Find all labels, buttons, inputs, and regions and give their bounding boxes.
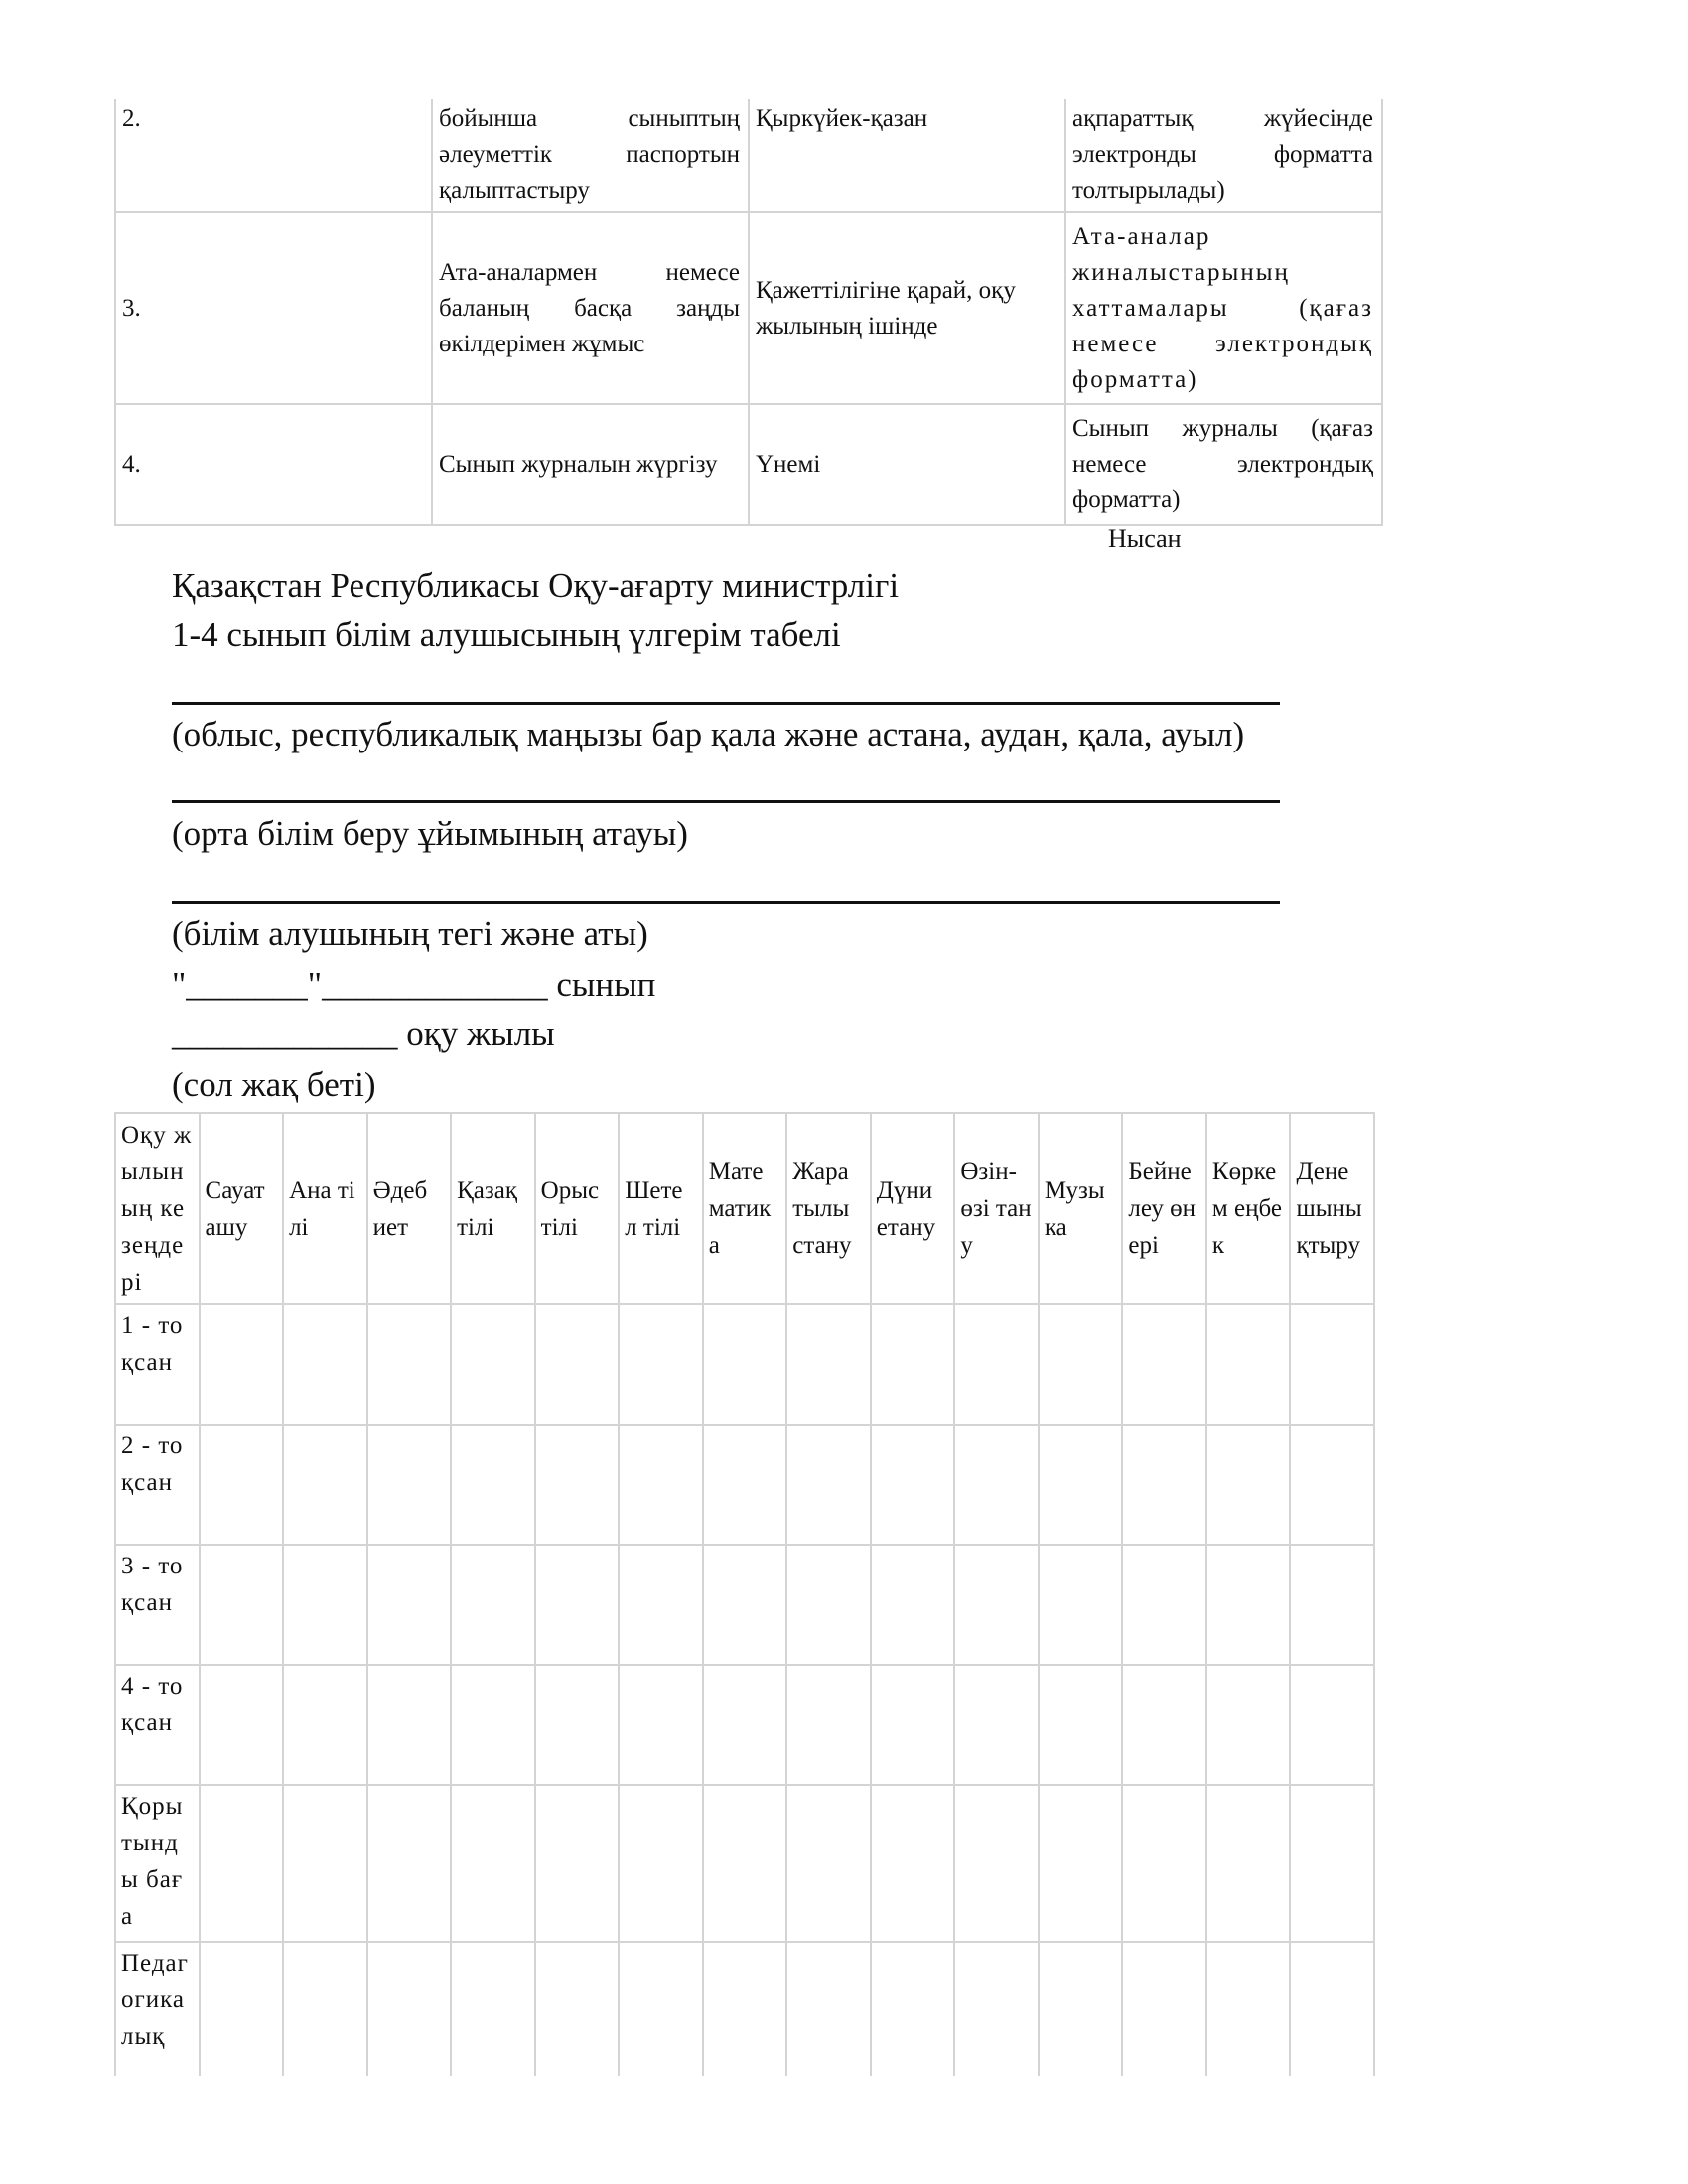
plan-row-task: бойынша сыныптың әлеуметтік паспортын қалыптастыру <box>432 99 749 212</box>
grade-cell[interactable] <box>367 1665 452 1785</box>
grade-cell[interactable] <box>1290 1785 1374 1942</box>
grade-cell[interactable] <box>1122 1545 1206 1665</box>
grade-cell[interactable] <box>786 1942 871 2076</box>
grade-cell[interactable] <box>786 1425 871 1545</box>
grade-row <box>115 1942 1374 2076</box>
grade-cell[interactable] <box>786 1304 871 1425</box>
grade-cell[interactable] <box>871 1942 955 2076</box>
grade-cell[interactable] <box>1122 1304 1206 1425</box>
grade-cell[interactable] <box>1290 1545 1374 1665</box>
grade-cell[interactable] <box>1122 1785 1206 1942</box>
grade-cell[interactable] <box>451 1785 535 1942</box>
student-caption: (білім алушының тегі және аты) <box>172 914 648 953</box>
grade-row <box>115 1304 1374 1425</box>
grade-cell[interactable] <box>703 1304 787 1425</box>
grade-cell[interactable] <box>1290 1425 1374 1545</box>
grade-cell[interactable] <box>283 1545 367 1665</box>
grade-cell[interactable] <box>451 1304 535 1425</box>
grade-cell[interactable] <box>619 1785 703 1942</box>
grade-cell[interactable] <box>200 1545 284 1665</box>
grade-row <box>115 1425 1374 1545</box>
grade-cell[interactable] <box>367 1942 452 2076</box>
grade-cell[interactable] <box>367 1304 452 1425</box>
region-caption: (облыс, республикалық маңызы бар қала және астана, аудан, қала, ауыл) <box>172 715 1245 753</box>
plan-row-task: Ата-аналармен немесе баланың басқа заңды өкілдерімен жұмыс <box>432 212 749 404</box>
grade-cell[interactable] <box>283 1665 367 1785</box>
plan-row-period: Үнемі <box>749 404 1065 525</box>
region-blank-line[interactable] <box>172 702 1280 705</box>
grade-cell[interactable] <box>200 1942 284 2076</box>
grade-cell[interactable] <box>619 1304 703 1425</box>
grade-cell[interactable] <box>786 1665 871 1785</box>
document-title: 1-4 сынып білім алушысының үлгерім табелі <box>172 615 841 654</box>
school-blank-line[interactable] <box>172 800 1280 803</box>
subject-header: Қазақ тілі <box>451 1113 535 1304</box>
grade-row <box>115 1545 1374 1665</box>
grade-cell[interactable] <box>703 1425 787 1545</box>
grade-cell[interactable] <box>703 1785 787 1942</box>
period-label: 3 - тоқсан <box>115 1545 200 1665</box>
plan-row-number: 4. <box>115 404 432 525</box>
subject-header: Дене шыны қтыру <box>1290 1113 1374 1304</box>
grade-cell[interactable] <box>1206 1545 1291 1665</box>
grade-cell[interactable] <box>1290 1665 1374 1785</box>
grade-cell[interactable] <box>535 1545 620 1665</box>
grade-cell[interactable] <box>871 1785 955 1942</box>
subject-header: Бейне леу өнері <box>1122 1113 1206 1304</box>
grade-table-body <box>115 1304 1374 2076</box>
grade-cell[interactable] <box>954 1425 1039 1545</box>
grade-cell[interactable] <box>871 1665 955 1785</box>
subject-header: Ана тілі <box>283 1113 367 1304</box>
period-label: Қорытынды баға <box>115 1785 200 1942</box>
plan-row-document: Сынып журналы (қағаз немесе электрондық форматта) <box>1065 404 1382 525</box>
plan-row-number: 2. <box>115 99 432 212</box>
grade-cell[interactable] <box>535 1665 620 1785</box>
grade-table <box>114 1112 1375 2076</box>
grade-cell[interactable] <box>367 1425 452 1545</box>
grade-cell[interactable] <box>619 1425 703 1545</box>
school-caption: (орта білім беру ұйымының атауы) <box>172 814 688 853</box>
plan-row <box>115 212 1382 404</box>
grade-cell[interactable] <box>535 1425 620 1545</box>
grade-cell[interactable] <box>200 1785 284 1942</box>
grade-cell[interactable] <box>954 1785 1039 1942</box>
grade-cell[interactable] <box>1206 1665 1291 1785</box>
grade-cell[interactable] <box>451 1665 535 1785</box>
plan-row-task: Сынып журналын жүргізу <box>432 404 749 525</box>
grade-cell[interactable] <box>786 1785 871 1942</box>
grade-cell[interactable] <box>451 1942 535 2076</box>
grade-cell[interactable] <box>954 1942 1039 2076</box>
grade-cell[interactable] <box>200 1425 284 1545</box>
grade-row <box>115 1665 1374 1785</box>
period-label: 4 - тоқсан <box>115 1665 200 1785</box>
form-label: Нысан <box>1108 524 1182 553</box>
subject-header: Көрке м еңбек <box>1206 1113 1291 1304</box>
plan-row-period: Қыркүйек-қазан <box>749 99 1065 212</box>
page-side-label: (сол жақ беті) <box>172 1065 376 1104</box>
grade-cell[interactable] <box>954 1665 1039 1785</box>
subject-header: Өзін- өзі тану <box>954 1113 1039 1304</box>
grade-cell[interactable] <box>871 1304 955 1425</box>
grade-cell[interactable] <box>1206 1425 1291 1545</box>
grade-cell[interactable] <box>283 1942 367 2076</box>
grade-cell[interactable] <box>703 1942 787 2076</box>
plan-table <box>114 99 1383 526</box>
grade-cell[interactable] <box>871 1545 955 1665</box>
grade-cell[interactable] <box>703 1665 787 1785</box>
period-label: Педагогика лық <box>115 1942 200 2076</box>
school-year-line[interactable]: _____________ оқу жылы <box>172 1015 555 1053</box>
period-label: 1 - тоқсан <box>115 1304 200 1425</box>
grade-cell[interactable] <box>367 1545 452 1665</box>
subject-header: Музы ка <box>1039 1113 1123 1304</box>
grade-cell[interactable] <box>619 1942 703 2076</box>
grade-cell[interactable] <box>1206 1304 1291 1425</box>
grade-cell[interactable] <box>619 1545 703 1665</box>
grade-cell[interactable] <box>283 1785 367 1942</box>
grade-cell[interactable] <box>1039 1304 1123 1425</box>
student-blank-line[interactable] <box>172 901 1280 904</box>
grade-cell[interactable] <box>1039 1665 1123 1785</box>
grade-cell[interactable] <box>200 1304 284 1425</box>
grade-cell[interactable] <box>200 1665 284 1785</box>
grade-cell[interactable] <box>1122 1425 1206 1545</box>
plan-row-document: ақпараттық жүйесінде электронды форматта толтырылады) <box>1065 99 1382 212</box>
subject-header: Мате матик а <box>703 1113 787 1304</box>
grade-cell[interactable] <box>954 1545 1039 1665</box>
grade-cell[interactable] <box>535 1942 620 2076</box>
grade-cell[interactable] <box>1206 1785 1291 1942</box>
grade-cell[interactable] <box>1039 1425 1123 1545</box>
grade-cell[interactable] <box>451 1425 535 1545</box>
plan-row-number: 3. <box>115 212 432 404</box>
grade-cell[interactable] <box>367 1785 452 1942</box>
grade-cell[interactable] <box>954 1304 1039 1425</box>
ministry-name: Қазақстан Республикасы Оқу-ағарту министрлігі <box>172 566 900 605</box>
grade-cell[interactable] <box>451 1545 535 1665</box>
subject-header: Дүни етану <box>871 1113 955 1304</box>
grade-cell[interactable] <box>1039 1785 1123 1942</box>
plan-row <box>115 404 1382 525</box>
grade-cell[interactable] <box>786 1545 871 1665</box>
grade-cell[interactable] <box>1039 1545 1123 1665</box>
plan-row-document: Ата-аналар жиналыстарының хаттамалары (қағаз немесе электрондық форматта) <box>1065 212 1382 404</box>
grade-cell[interactable] <box>703 1545 787 1665</box>
grade-row <box>115 1785 1374 1942</box>
subject-header: Жара тылы стану <box>786 1113 871 1304</box>
grade-cell[interactable] <box>1290 1942 1374 2076</box>
grade-cell[interactable] <box>1290 1304 1374 1425</box>
grade-cell[interactable] <box>535 1304 620 1425</box>
plan-row-period: Қажеттілігіне қарай, оқу жылының ішінде <box>749 212 1065 404</box>
class-line[interactable]: "_______"_____________ сынып <box>172 965 656 1004</box>
grade-cell[interactable] <box>1206 1942 1291 2076</box>
subject-header: Орыс тілі <box>535 1113 620 1304</box>
grade-cell[interactable] <box>283 1425 367 1545</box>
grade-cell[interactable] <box>1122 1665 1206 1785</box>
grade-cell[interactable] <box>1039 1942 1123 2076</box>
grade-cell[interactable] <box>871 1425 955 1545</box>
period-column-header: Оқу жылының кезеңдері <box>115 1113 200 1304</box>
grade-cell[interactable] <box>1122 1942 1206 2076</box>
subject-header: Әдеб иет <box>367 1113 452 1304</box>
subject-header: Сауат ашу <box>200 1113 284 1304</box>
grade-table-header <box>115 1113 1374 1304</box>
plan-row <box>115 99 1382 212</box>
period-label: 2 - тоқсан <box>115 1425 200 1545</box>
grade-cell[interactable] <box>283 1304 367 1425</box>
grade-cell[interactable] <box>535 1785 620 1942</box>
grade-cell[interactable] <box>619 1665 703 1785</box>
subject-header: Шете л тілі <box>619 1113 703 1304</box>
